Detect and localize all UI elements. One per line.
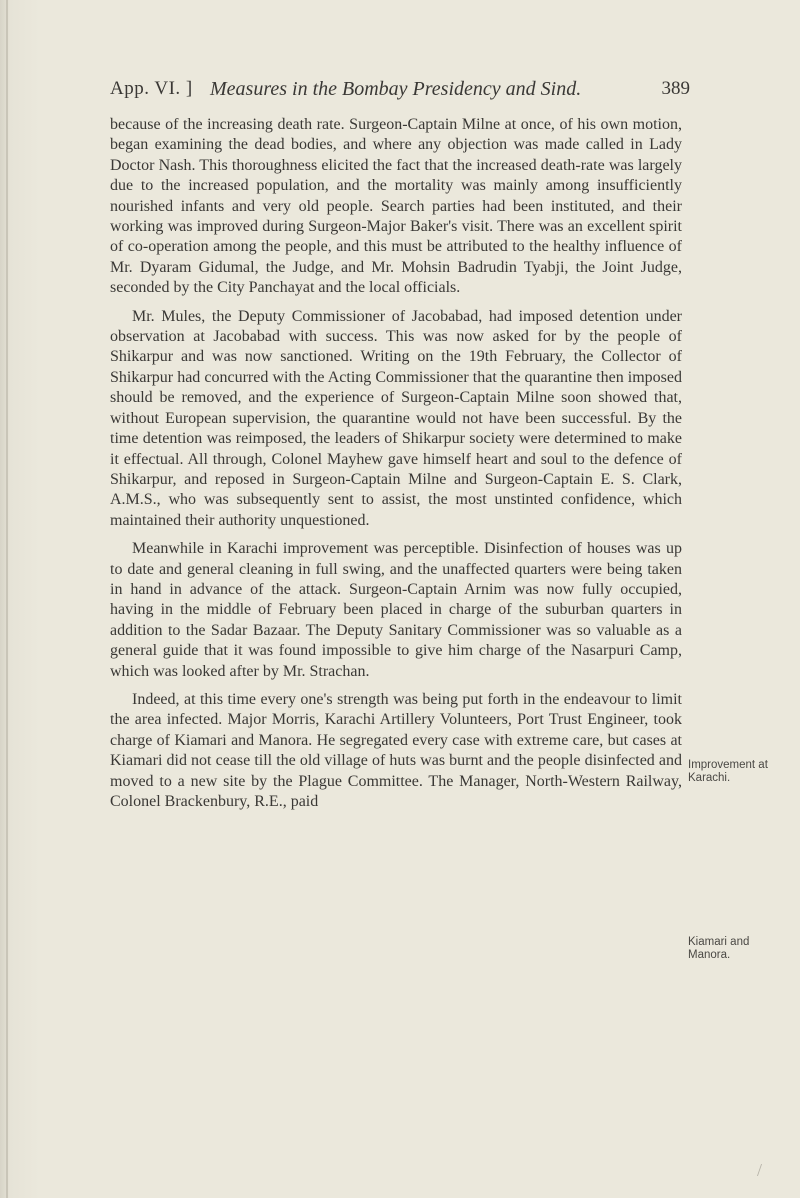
section-label: App. VI. ] — [110, 78, 193, 99]
page-number: 389 — [661, 78, 690, 99]
paragraph: Mr. Mules, the Deputy Commissioner of Jacobabad, had imposed detention under observation at Jacobabad with success. This was now asked for by the people of Shikarpur and was now sanctioned. Writing on the 19th February, the Collector of Shikarpur had concurred with the Acting Commissioner that the quarantine then imposed should be removed, and the experience of Surgeon-Captain Milne soon showed that, without European supervision, the quarantine would not have been successful. By the time detention was reimposed, the leaders of Shikarpur society were determined to make it effectual. All through, Colonel Mayhew gave himself heart and soul to the defence of Shikarpur, and reposed in Surgeon-Captain Milne and Surgeon-Captain E. S. Clark, A.M.S., who was subsequently sent to assist, the most unstinted confidence, which maintained their authority unquestioned. — [110, 307, 682, 529]
paragraph: Indeed, at this time every one's strength was being put forth in the endeavour to limit the area infected. Major Morris, Karachi Artillery Volunteers, Port Trust Engineer, took charge of Kiamari and Manora. He segregated every case with extreme care, but cases at Kiamari did not cease till the old village of huts was burnt and the people disinfected and moved to a new site by the Plague Committee. The Manager, North-Western Railway, Colonel Brackenbury, R.E., paid — [110, 690, 682, 810]
page-fold-shadow — [6, 0, 8, 1198]
paragraph: Meanwhile in Karachi improvement was perceptible. Disinfection of houses was up to date and general cleaning in full swing, and the unaffected quarters were being taken in hand in advance of the attack. Surgeon-Captain Arnim was now fully occupied, having in the middle of February been placed in charge of the suburban quarters in addition to the Sadar Bazaar. The Deputy Sanitary Commissioner was so valuable as a general guide that it was found impossible to give him charge of the Nasarpuri Camp, which was looked after by Mr. Strachan. — [110, 540, 682, 680]
body-text — [110, 115, 682, 812]
margin-note-karachi: Improvement at Karachi. — [688, 759, 768, 784]
paragraph: because of the increasing death rate. Surgeon-Captain Milne at once, of his own motion, began examining the dead bodies, and where any objection was made called in Lady Doctor Nash. This thoroughness elicited the fact that the increased death-rate was largely due to the increased population, and the mortality was mainly among insufficiently nourished infants and very old people. Search parties had been instituted, and their working was improved during Surgeon-Major Baker's visit. There was an excellent spirit of co-operation among the people, and this must be attributed to the healthy influence of Mr. Dyaram Gidumal, the Judge, and Mr. Mohsin Badrudin Tyabji, the Joint Judge, seconded by the City Panchayat and the local officials. — [110, 116, 682, 297]
running-header — [110, 78, 690, 108]
margin-note-kiamari: Kiamari and Manora. — [688, 936, 750, 961]
running-title: Measures in the Bombay Presidency and Sind. — [210, 78, 582, 100]
pencil-mark: / — [757, 1160, 763, 1180]
